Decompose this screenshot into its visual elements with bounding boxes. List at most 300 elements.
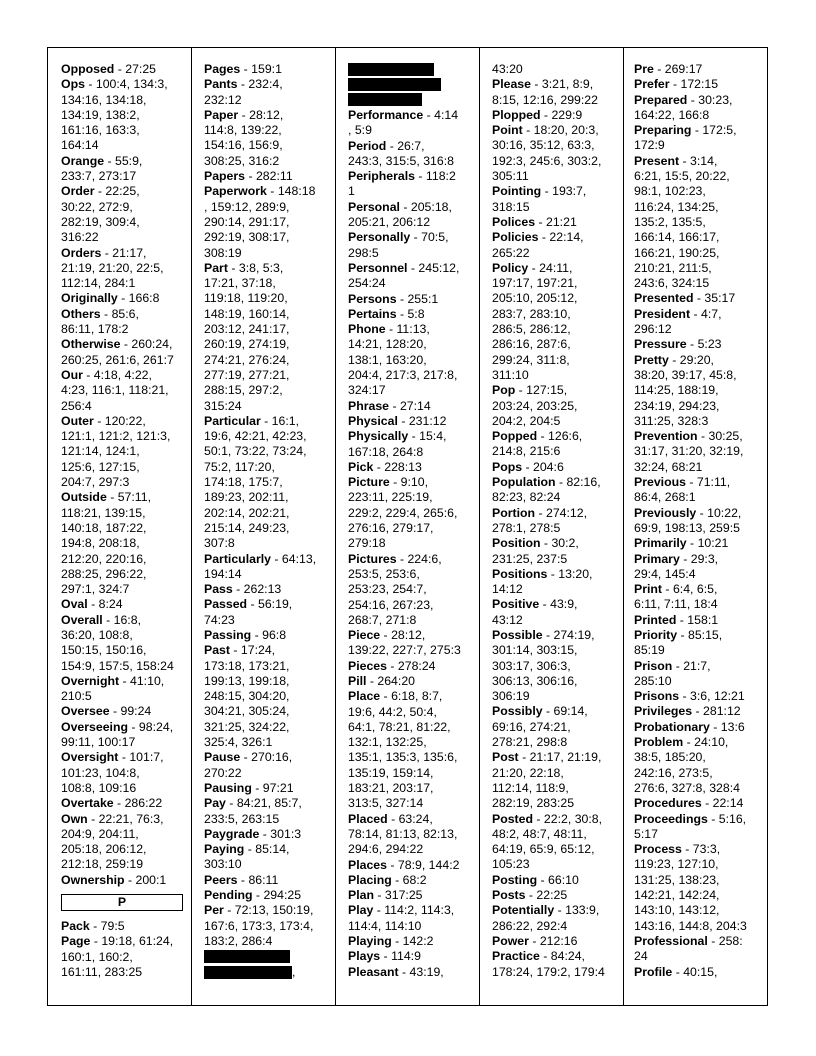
index-entry <box>204 873 335 888</box>
page-line-references: - 24:11, <box>528 260 573 275</box>
index-entry-continuation: 210:5 <box>61 689 92 704</box>
index-entry <box>492 628 623 643</box>
index-entry <box>634 842 767 857</box>
index-entry-continuation: 283:7, 283:10, <box>492 306 571 321</box>
index-entry <box>634 659 767 674</box>
index-entry-continuation: 308:25, 316:2 <box>204 153 280 168</box>
index-entry-continuation: , 159:12, 289:9, <box>204 199 290 214</box>
index-term: Oversee <box>61 704 110 719</box>
index-entry-continuation: 64:1, 78:21, 81:22, <box>348 719 451 734</box>
index-column-1 <box>61 48 191 1005</box>
index-entry-continuation: 6:11, 7:11, 18:4 <box>634 597 718 612</box>
page-line-references: - 274:19, <box>542 627 595 642</box>
index-term: Pending <box>204 888 253 903</box>
index-term: Peripherals <box>348 169 415 184</box>
index-entry-continuation: 131:25, 138:23, <box>634 872 720 887</box>
index-entry-continuation: 166:14, 166:17, <box>634 230 720 245</box>
index-term: Oversight <box>61 750 119 765</box>
page-line-references: - 17:24, <box>229 643 276 658</box>
index-term: Papers <box>204 169 246 184</box>
index-entry-continuation: 231:25, 237:5 <box>492 551 568 566</box>
index-entry <box>61 307 191 322</box>
page-line-references: - 5:23 <box>686 337 722 352</box>
index-entry-continuation: 132:1, 132:25, <box>348 735 427 750</box>
index-entry <box>61 704 191 719</box>
page-line-references: - 9:10, <box>389 475 428 490</box>
index-term: Persons <box>348 291 397 306</box>
index-entry <box>61 597 191 612</box>
page-line-references: - 4:18, 4:22, <box>82 367 152 382</box>
index-column-2 <box>191 48 335 1005</box>
index-entry-continuation: 306:19 <box>492 689 530 704</box>
index-term: Pops <box>492 459 523 474</box>
index-term: Personally <box>348 230 411 245</box>
index-entry <box>634 613 767 628</box>
index-entry-continuation: , 5:9 <box>348 123 372 138</box>
index-term: Physically <box>348 429 409 444</box>
index-entry <box>492 934 623 949</box>
page-line-references: - 166:8 <box>117 291 160 306</box>
page-line-references: - 301:3 <box>259 826 302 841</box>
index-term: Profile <box>634 964 673 979</box>
index-entry <box>348 628 479 643</box>
index-term: Print <box>634 582 663 597</box>
index-entry <box>348 674 479 689</box>
index-entry <box>61 184 191 199</box>
index-entry-continuation: 30:16, 35:12, 63:3, <box>492 138 595 153</box>
page-line-references: - 69:14, <box>542 704 588 719</box>
page-line-references: - 200:1 <box>124 872 167 887</box>
index-entry-continuation: 212:18, 259:19 <box>61 857 144 872</box>
index-entry-continuation: 286:22, 292:4 <box>492 918 568 933</box>
index-entry <box>348 139 479 154</box>
index-entry-continuation: 148:19, 160:14, <box>204 306 290 321</box>
index-entry <box>634 628 767 643</box>
index-entry <box>348 414 479 429</box>
page-line-references: - 172:15 <box>669 77 719 92</box>
page-line-references: - 231:12 <box>397 413 447 428</box>
index-entry-continuation: 114:25, 188:19, <box>634 383 719 398</box>
index-term: Particular <box>204 413 261 428</box>
index-entry-continuation: 50:1, 73:22, 73:24, <box>204 444 307 459</box>
index-term: Portion <box>492 505 536 520</box>
index-term: Pants <box>204 77 238 92</box>
index-entry-continuation: 253:5, 253:6, <box>348 566 420 581</box>
page-line-references: - 97:21 <box>251 780 294 795</box>
index-entry-continuation: 301:14, 303:15, <box>492 643 578 658</box>
index-entry-continuation: 278:21, 298:8 <box>492 735 568 750</box>
index-entry <box>61 796 191 811</box>
index-entry <box>492 704 623 719</box>
page-line-references: - 229:9 <box>540 107 583 122</box>
index-entry-continuation: 292:19, 308:17, <box>204 230 290 245</box>
index-entry-continuation: 268:7, 271:8 <box>348 612 417 627</box>
page-line-references: - 260:24, <box>120 337 173 352</box>
index-entry <box>634 552 767 567</box>
page-line-references: - 26:7, <box>386 138 425 153</box>
index-entry-continuation: 99:11, 100:17 <box>61 735 136 750</box>
index-entry <box>204 888 335 903</box>
index-entry-continuation: 189:23, 202:11, <box>204 490 289 505</box>
index-entry <box>61 154 191 169</box>
index-entry <box>634 307 767 322</box>
index-entry-continuation: 288:25, 296:22, <box>61 566 147 581</box>
index-entry <box>61 62 191 77</box>
index-term: Plays <box>348 949 381 964</box>
page-line-references: - 43:19, <box>398 964 444 979</box>
index-entry-continuation: 234:19, 294:23, <box>634 398 720 413</box>
index-entry <box>204 184 335 199</box>
index-entry <box>492 475 623 490</box>
page-line-references: - 212:16 <box>528 933 578 948</box>
index-entry <box>492 812 623 827</box>
page-line-references: - 85:14, <box>244 842 290 857</box>
index-entry-continuation: 19:6, 42:21, 42:23, <box>204 429 307 444</box>
index-entry <box>204 582 335 597</box>
index-entry-continuation: 204:2, 204:5 <box>492 413 561 428</box>
index-term: Problem <box>634 735 684 750</box>
index-entry-continuation: 315:24 <box>204 398 242 413</box>
index-entry-continuation: 256:4 <box>61 398 92 413</box>
index-entry <box>634 475 767 490</box>
index-entry <box>61 873 191 888</box>
index-entry-continuation: 325:4, 326:1 <box>204 735 273 750</box>
redaction-bar <box>204 966 292 979</box>
index-term: Possible <box>492 627 543 642</box>
index-entry-continuation: 214:8, 215:6 <box>492 444 561 459</box>
index-entry <box>204 597 335 612</box>
index-entry-continuation: 277:19, 277:21, <box>204 367 290 382</box>
index-entry <box>61 750 191 765</box>
index-entry <box>348 949 479 964</box>
index-entry-continuation: 282:19, 283:25 <box>492 796 575 811</box>
index-entry <box>634 93 767 108</box>
redaction-bar <box>348 93 422 106</box>
index-entry <box>634 154 767 169</box>
index-term: Pre <box>634 62 654 76</box>
index-term: Preparing <box>634 123 692 138</box>
page-line-references: - 159:1 <box>240 62 282 76</box>
redacted-entry-line <box>204 949 335 964</box>
index-entry-continuation: 116:24, 134:25, <box>634 199 719 214</box>
page-line-references: - 3:21, 8:9, <box>530 77 594 92</box>
page-line-references: - 13:6 <box>709 719 745 734</box>
index-term: Posted <box>492 811 533 826</box>
page-line-references: - 120:22, <box>93 413 146 428</box>
page-line-references: - 10:21 <box>686 536 729 551</box>
index-entry-continuation: 86:4, 268:1 <box>634 490 696 505</box>
index-term: Priority <box>634 627 678 642</box>
index-entry-continuation: 21:20, 22:18, <box>492 765 564 780</box>
index-term: Overseeing <box>61 719 128 734</box>
index-entry <box>348 460 479 475</box>
index-entry-continuation: 154:16, 156:9, <box>204 138 283 153</box>
index-entry-continuation: 69:16, 274:21, <box>492 719 571 734</box>
index-entry-continuation: 194:8, 208:18, <box>61 536 140 551</box>
index-entry <box>492 903 623 918</box>
index-term: Performance <box>348 108 424 122</box>
index-term: Pay <box>204 796 226 811</box>
index-entry-continuation: 296:12 <box>634 322 672 337</box>
page-line-references: - 30:2, <box>540 536 579 551</box>
index-entry <box>492 215 623 230</box>
index-entry <box>204 414 335 429</box>
index-entry-continuation: 43:12 <box>492 612 523 627</box>
index-entry-continuation: 86:11, 178:2 <box>61 322 129 337</box>
index-term: Place <box>348 689 381 704</box>
page-line-references: - 8:24 <box>87 597 123 612</box>
redaction-bar <box>348 78 441 91</box>
index-term: Present <box>634 153 680 168</box>
index-entry-continuation: 288:15, 297:2, <box>204 383 283 398</box>
index-entry-continuation: 204:4, 217:3, 217:8, <box>348 368 458 383</box>
index-term: Originally <box>61 291 118 306</box>
index-entry <box>492 888 623 903</box>
index-term: Pictures <box>348 551 397 566</box>
index-entry <box>634 720 767 735</box>
page-line-references: - 18:20, 20:3, <box>522 123 599 138</box>
index-entry-continuation: 286:16, 287:6, <box>492 337 571 352</box>
page-line-references: - 66:10 <box>537 872 579 887</box>
index-entry <box>204 552 335 567</box>
index-term: Orange <box>61 153 105 168</box>
index-entry <box>492 536 623 551</box>
index-entry <box>634 62 767 77</box>
page-line-references: - 270:16, <box>240 750 293 765</box>
index-entry <box>61 291 191 306</box>
page-line-references: - 30:25, <box>697 429 743 444</box>
index-entry-continuation: 299:24, 311:8, <box>492 352 570 367</box>
index-entry-continuation: 243:3, 315:5, 316:8 <box>348 153 454 168</box>
index-entry-continuation: 313:5, 327:14 <box>348 796 424 811</box>
index-entry <box>634 934 767 949</box>
index-entry <box>634 689 767 704</box>
page-line-references: - 98:24, <box>128 719 174 734</box>
index-entry-continuation: 140:18, 187:22, <box>61 520 147 535</box>
index-entry-continuation: 48:2, 48:7, 48:11, <box>492 826 587 841</box>
page-line-references: - 16:8, <box>102 612 141 627</box>
index-term: Overnight <box>61 673 120 688</box>
index-entry <box>492 261 623 276</box>
index-entry <box>634 704 767 719</box>
index-entry-continuation: 21:19, 21:20, 22:5, <box>61 260 164 275</box>
index-entry <box>61 674 191 689</box>
index-term: Peers <box>204 872 238 887</box>
index-entry-continuation: 306:13, 306:16, <box>492 673 578 688</box>
index-term: Playing <box>348 934 392 949</box>
page-line-references: - 5:8 <box>396 306 425 321</box>
index-entry-continuation: 316:22 <box>61 230 99 245</box>
redaction-bar <box>348 63 434 76</box>
page-line-references: - 40:15, <box>672 964 718 979</box>
index-term: Positive <box>492 597 540 612</box>
index-entry <box>348 903 479 918</box>
index-term: Procedures <box>634 796 702 811</box>
page-line-references: - 255:1 <box>396 291 439 306</box>
page-line-references: - 224:6, <box>396 551 442 566</box>
index-entry-continuation: 265:22 <box>492 245 530 260</box>
index-entry <box>492 567 623 582</box>
index-term: Placed <box>348 811 388 826</box>
index-term: Part <box>204 260 228 275</box>
index-entry-continuation: 202:14, 202:21, <box>204 505 290 520</box>
index-entry-continuation: 254:24 <box>348 276 386 291</box>
index-entry <box>204 169 335 184</box>
index-term: Polices <box>492 214 536 229</box>
index-term: Policies <box>492 230 539 245</box>
index-entry <box>348 552 479 567</box>
index-entry-continuation: 183:21, 203:17, <box>348 781 434 796</box>
index-entry <box>204 842 335 857</box>
index-entry-continuation: 78:14, 81:13, 82:13, <box>348 826 458 841</box>
page-line-references: - 114:9 <box>380 949 421 964</box>
index-entry <box>492 460 623 475</box>
page-line-references: - 21:7, <box>672 658 711 673</box>
index-entry-continuation: 38:20, 39:17, 45:8, <box>634 367 737 382</box>
index-entry-continuation: 248:15, 304:20, <box>204 689 290 704</box>
index-term: Oval <box>61 597 88 612</box>
index-entry-continuation: 318:15 <box>492 199 530 214</box>
page-line-references: - 4:7, <box>690 306 722 321</box>
index-term: Pointing <box>492 184 542 199</box>
page-line-references: - 22:14, <box>538 230 584 245</box>
page-line-references: - 28:12, <box>238 107 284 122</box>
index-term: Opposed <box>61 62 115 76</box>
index-entry <box>492 230 623 245</box>
index-term: Previously <box>634 505 697 520</box>
index-entry-continuation: 232:12 <box>204 92 242 107</box>
index-term: Population <box>492 475 556 490</box>
index-entry-continuation: 242:16, 273:5, <box>634 765 713 780</box>
index-entry <box>204 261 335 276</box>
page-line-references: - 281:12 <box>692 704 741 719</box>
index-entry <box>492 383 623 398</box>
page-line-references: - 282:11 <box>245 169 293 184</box>
page-line-references: - 41:10, <box>119 673 165 688</box>
index-entry-continuation: 303:17, 306:3, <box>492 658 571 673</box>
index-entry <box>61 720 191 735</box>
page-line-references: - 13:20, <box>547 566 593 581</box>
index-term: Prison <box>634 658 673 673</box>
index-entry <box>348 689 479 704</box>
index-entry <box>634 353 767 368</box>
index-term: Picture <box>348 475 390 490</box>
index-entry <box>634 582 767 597</box>
index-term: Probationary <box>634 719 710 734</box>
page-line-references: - 43:9, <box>539 597 578 612</box>
index-term: Pass <box>204 582 233 597</box>
index-entry-continuation: 276:16, 279:17, <box>348 521 434 536</box>
page-line-references: - 205:18, <box>399 199 452 214</box>
index-entry-continuation: 223:11, 225:19, <box>348 490 433 505</box>
index-term: Paygrade <box>204 826 260 841</box>
index-entry-continuation: 253:23, 254:7, <box>348 582 427 597</box>
index-entry <box>204 781 335 796</box>
index-entry-continuation: 297:1, 324:7 <box>61 582 130 597</box>
index-entry-continuation: 172:9 <box>634 138 665 153</box>
index-term: Personnel <box>348 260 408 275</box>
page-line-references: - 21:17, 21:19, <box>518 750 602 765</box>
page-line-references: - 133:9, <box>554 903 600 918</box>
index-entry-continuation: 161:16, 163:3, <box>61 123 140 138</box>
index-term: Pages <box>204 62 241 76</box>
index-entry-continuation: 307:8 <box>204 536 235 551</box>
index-entry <box>348 169 479 184</box>
index-term: Outside <box>61 490 107 505</box>
index-entry <box>61 77 191 92</box>
index-entry <box>204 796 335 811</box>
index-term: Particularly <box>204 551 271 566</box>
index-term: Plan <box>348 888 374 903</box>
page-line-references: - 172:5, <box>691 123 737 138</box>
page-line-references: - 79:5 <box>89 919 125 934</box>
index-entry-continuation: 192:3, 245:6, 303:2, <box>492 153 602 168</box>
index-term: Pill <box>348 673 367 688</box>
index-entry <box>492 108 623 123</box>
page-line-references: - 99:24 <box>109 704 152 719</box>
index-entry-continuation: 274:21, 276:24, <box>204 352 290 367</box>
index-term: Period <box>348 138 387 153</box>
index-term: Outer <box>61 413 94 428</box>
index-term: Personal <box>348 199 400 214</box>
index-entry-continuation: 19:6, 44:2, 50:4, <box>348 704 437 719</box>
index-term: Printed <box>634 612 677 627</box>
index-term: Prepared <box>634 92 688 107</box>
index-entry-continuation: 69:9, 198:13, 259:5 <box>634 520 740 535</box>
page-line-references: - 245:12, <box>407 260 460 275</box>
index-term: Proceedings <box>634 811 708 826</box>
index-entry <box>61 414 191 429</box>
index-term: Paper <box>204 107 239 122</box>
index-term: Pop <box>492 383 516 398</box>
page-line-references: - 56:19, <box>247 597 293 612</box>
index-entry-continuation: 164:22, 166:8 <box>634 107 710 122</box>
page-line-references: - 78:9, 144:2 <box>386 857 460 872</box>
index-entry-continuation: 203:24, 203:25, <box>492 398 578 413</box>
page-line-references: - 6:18, 8:7, <box>380 689 443 704</box>
index-entry <box>634 506 767 521</box>
index-term: Plopped <box>492 107 541 122</box>
index-entry-continuation: 142:21, 142:24, <box>634 888 720 903</box>
index-entry <box>492 949 623 964</box>
redacted-entry-line <box>204 965 335 980</box>
page-line-references: - 6:4, 6:5, <box>662 582 718 597</box>
index-term: Popped <box>492 429 538 444</box>
index-term: Primary <box>634 551 680 566</box>
index-term: Post <box>492 750 519 765</box>
index-entry-continuation: 108:8, 109:16 <box>61 780 137 795</box>
redaction-bar <box>204 950 290 963</box>
index-entry-continuation: 38:5, 185:20, <box>634 750 706 765</box>
index-entry <box>348 429 479 444</box>
page-line-references: - 85:15, <box>677 627 723 642</box>
index-entry-continuation: 183:2, 286:4 <box>204 933 273 948</box>
index-term: Passing <box>204 627 252 642</box>
page-line-references: - 142:2 <box>391 934 434 949</box>
page-line-references: - 114:2, 114:3, <box>373 903 455 918</box>
page-line-references: - 294:25 <box>252 888 302 903</box>
index-entry-continuation: 161:11, 283:25 <box>61 964 143 979</box>
page-line-references: - 118:2 <box>415 169 456 184</box>
index-entry-continuation: 233:7, 273:17 <box>61 169 137 184</box>
page-line-references: - 27:25 <box>114 62 156 76</box>
page-line-references: - 3:14, <box>679 153 718 168</box>
index-entry <box>634 291 767 306</box>
index-entry-continuation: 82:23, 82:24 <box>492 490 561 505</box>
index-entry-continuation: 178:24, 179:2, 179:4 <box>492 964 605 979</box>
index-term: Ops <box>61 77 85 92</box>
index-entry <box>634 735 767 750</box>
